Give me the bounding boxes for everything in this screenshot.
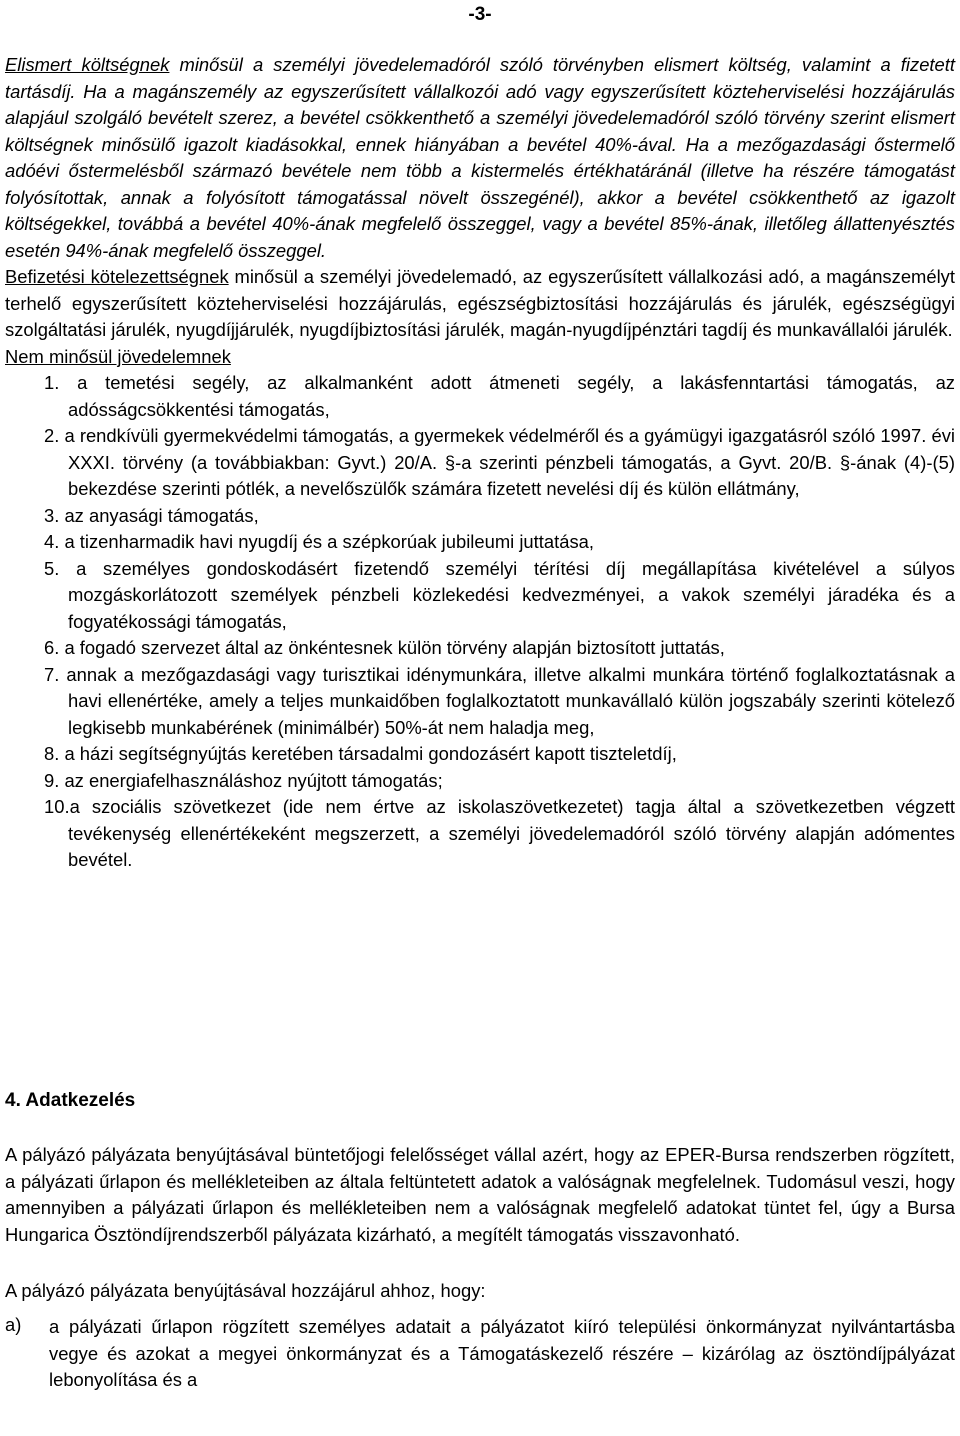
payment-obligation-term: Befizetési kötelezettségnek (5, 266, 229, 287)
list-item: 1. a temetési segély, az alkalmanként adott átmeneti segély, a lakásfenntartási támogatás, az adósságcsökkentési támogatás, (44, 372, 955, 420)
page-number: -3- (468, 4, 492, 25)
list-item: 2. a rendkívüli gyermekvédelmi támogatás, a gyermekek védelméről és a gyámügyi igazgatásról szóló 1997. évi XXXI. törvény (a továbbiakban: Gyvt.) 20/A. §-a szerinti pénzbeli támogatás, a Gyvt. 20/B. §-ának (4)-(5) bekezdése szerinti pótlék, a nevelőszülők számára fizetett nevelési díj és külön ellátmány, (44, 425, 955, 499)
farmer-text: Ha a mezőgazdasági őstermelő adóévi őstermelésből származó bevétele nem több a kistermelés értékhatáránál (illetve ha részére támogatást folyósítottak, annak a folyósított támogatással növelt összegénél), akkor a bevétel csökkenthető az igazolt költségekkel, továbbá a bevétel 40%-ának megfelelő összeggel, vagy a bevétel 85%-ának, illetőleg állattenyésztés esetén 94%-ának megfelelő összeggel. (5, 133, 955, 261)
consent-item-a (5, 1314, 955, 1394)
list-item: 8. a házi segítségnyújtás keretében társadalmi gondozásért kapott tiszteletdíj, (44, 743, 677, 764)
not-income-heading: Nem minősül jövedelemnek (5, 345, 231, 367)
item-label: a) (5, 1314, 22, 1335)
not-income-list (5, 370, 955, 874)
payment-obligation-text: minősül a személyi jövedelemadó, az egyszerűsített vállalkozási adó, a magánszemélyt terhelő egyszerűsített közteherviselési hozzájárulás, egészségbiztosítási hozzájárulás és járulék, egészségügyi szolgáltatási járulék, nyugdíjjárulék, nyugdíjbiztosítási járulék, magán-nyugdíjpénztári tagdíj és munkavállalói járulék. (5, 266, 955, 340)
list-item: 10.a szociális szövetkezet (ide nem értve az iskolaszövetkezetet) tagja által a szövetkezetben végzett tevékenység ellenértékeként megszerzett, a személyi jövedelemadóról szóló törvény alapján adómentes bevétel. (44, 796, 955, 870)
payment-obligation-paragraph (5, 264, 955, 344)
section-heading: 4. Adatkezelés (5, 1090, 136, 1111)
list-item: 6. a fogadó szervezet által az önkéntesnek külön törvény alapján biztosított juttatás, (44, 637, 725, 658)
list-item: 5. a személyes gondoskodásért fizetendő személyi térítési díj megállapítása kivételével a súlyos mozgáskorlátozott személyek pénzbeli közlekedési kedvezményei, a vakok személyi járadéka és a fogyatékossági támogatás, (44, 557, 955, 632)
list-item: 7. annak a mezőgazdasági vagy turisztikai idénymunkára, illetve alkalmi munkára történő foglalkoztatásnak a havi ellenértéke, amely a teljes munkaidőben foglalkoztatott munkavállaló külön jogszabály szerinti kötelező legkisebb munkabérének (minimálbér) 50%-át nem haladja meg, (44, 663, 955, 738)
list-item: 9. az energiafelhasználáshoz nyújtott támogatás; (44, 769, 443, 791)
recognized-cost-term: Elismert költségnek (5, 54, 170, 75)
list-item: 3. az anyasági támogatás, (44, 504, 259, 526)
data-handling-section (5, 1088, 955, 1394)
list-item: 4. a tizenharmadik havi nyugdíj és a szépkorúak jubileumi juttatása, (44, 531, 594, 552)
item-text: a pályázati űrlapon rögzített személyes adatait a pályázatot kiíró települési önkormányzat nyilvántartásba vegye és azokat a megyei önkormányzat és a Támogatáskezelő részére – kizárólag az ösztöndíjpályázat lebonyolítása és a (49, 1316, 955, 1390)
definitions-section (5, 52, 955, 874)
consent-intro: A pályázó pályázata benyújtásával hozzájárul ahhoz, hogy: (5, 1280, 486, 1301)
liability-paragraph: A pályázó pályázata benyújtásával büntetőjogi felelősséget vállal azért, hogy az EPER-Bursa rendszerben rögzített, a pályázati űrlapon és mellékleteiben az általa feltüntetett adatok a valóságnak megfelelnek. Tudomásul veszi, hogy amennyiben a pályázati űrlapon és mellékleteiben nem a valóságnak megfelelő adatokat tüntet fel, úgy a Bursa Hungarica Ösztöndíjrendszerből pályázata kizárható, a megítélt támogatás visszavonható. (5, 1144, 955, 1245)
recognized-cost-paragraph (5, 52, 955, 264)
recognized-cost-text: minősül a személyi jövedelemadóról szóló törvényben elismert költség, valamint a fizetett tartásdíj. Ha a magánszemély az egyszerűsített vállalkozói adó vagy egyszerűsített közteherviselési hozzájárulás alapjául szolgáló bevételt szerez, a bevétel csökkenthető a személyi jövedelemadóról szóló törvény szerint elismert költségnek minősülő igazolt kiadásokkal, ennek hiányában a bevétel 40%-ával. (5, 54, 955, 155)
